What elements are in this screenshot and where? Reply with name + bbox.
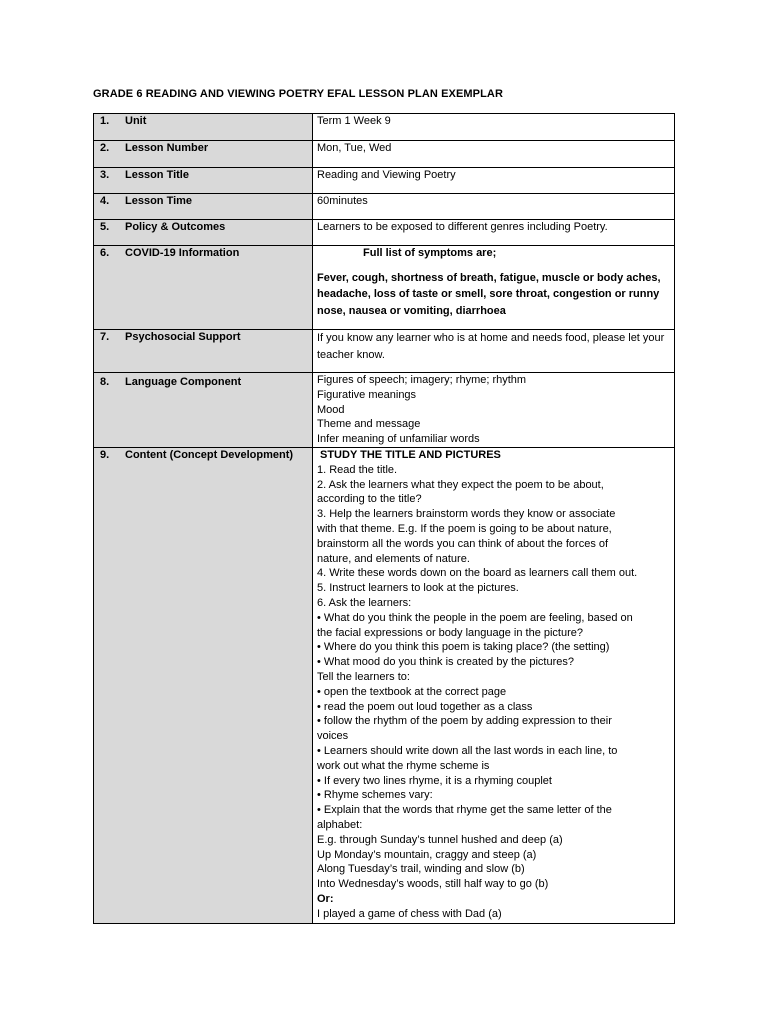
table-row-language-component <box>94 373 675 448</box>
row-label-cell <box>94 373 313 448</box>
row-value: Mon, Tue, Wed <box>313 141 675 168</box>
row-label-cell <box>94 194 313 220</box>
row-label: Psychosocial Support <box>125 331 241 343</box>
list-item: Mood <box>317 403 345 416</box>
content-line: with that theme. E.g. If the poem is going to be about nature, <box>317 522 612 535</box>
row-number: 4. <box>100 195 110 207</box>
content-line: • open the textbook at the correct page <box>317 685 507 698</box>
row-label: Content (Concept Development) <box>125 449 294 461</box>
content-heading: STUDY THE TITLE AND PICTURES <box>320 449 501 461</box>
content-line: the facial expressions or body language in the picture? <box>317 626 584 639</box>
table-row-content <box>94 448 675 924</box>
content-line: • Rhyme schemes vary: <box>317 789 433 802</box>
row-value: 60minutes <box>313 194 675 220</box>
row-label-cell <box>94 114 313 141</box>
row-number: 3. <box>100 169 110 181</box>
row-value: Term 1 Week 9 <box>313 114 675 141</box>
table-row-psychosocial <box>94 330 675 373</box>
document-title: GRADE 6 READING AND VIEWING POETRY EFAL LESSON PLAN EXEMPLAR <box>93 88 503 100</box>
row-number: 1. <box>100 115 110 127</box>
content-line: brainstorm all the words you can think of about the forces of <box>317 537 609 550</box>
row-label: Unit <box>125 115 147 127</box>
content-line: • Learners should write down all the last words in each line, to <box>317 744 618 757</box>
content-line: 5. Instruct learners to look at the pictures. <box>317 582 519 595</box>
row-number: 2. <box>100 142 110 154</box>
content-line: according to the title? <box>317 493 422 506</box>
content-line: I played a game of chess with Dad (a) <box>317 907 502 920</box>
row-number: 7. <box>100 331 110 343</box>
content-line: • follow the rhythm of the poem by adding expression to their <box>317 715 612 728</box>
after-lines <box>317 907 670 922</box>
row-label: Lesson Title <box>125 169 189 181</box>
row-label-cell <box>94 168 313 194</box>
table-row-covid-info <box>94 246 675 330</box>
content-line: Up Monday’s mountain, craggy and steep (a) <box>317 848 537 861</box>
symptoms-heading: Full list of symptoms are; <box>363 247 497 259</box>
content-line: work out what the rhyme scheme is <box>317 759 490 772</box>
row-value: Learners to be exposed to different genres including Poetry. <box>313 220 675 246</box>
content-line: • read the poem out loud together as a class <box>317 700 533 713</box>
table-row-lesson-number <box>94 141 675 168</box>
row-value: Reading and Viewing Poetry <box>313 168 675 194</box>
content-line: E.g. through Sunday’s tunnel hushed and deep (a) <box>317 833 563 846</box>
row-number: 6. <box>100 247 110 259</box>
table-row-lesson-time <box>94 194 675 220</box>
content-line: • What mood do you think is created by the pictures? <box>317 656 574 669</box>
content-line: 6. Ask the learners: <box>317 596 412 609</box>
table-row-unit <box>94 114 675 141</box>
row-number: 5. <box>100 221 110 233</box>
content-line: • What do you think the people in the poem are feeling, based on <box>317 611 633 624</box>
content-line: nature, and elements of nature. <box>317 552 470 565</box>
content-line: Into Wednesday’s woods, still half way to go (b) <box>317 878 549 891</box>
row-number: 9. <box>100 449 110 461</box>
row-label-cell <box>94 220 313 246</box>
symptoms-list: Fever, cough, shortness of breath, fatigue, muscle or body aches, headache, loss of taste or smell, sore throat, congestion or runny nose, nausea or vomiting, diarrhoea <box>317 271 661 317</box>
row-label: Lesson Time <box>125 195 193 207</box>
row-number: 8. <box>100 376 110 388</box>
list-item: Theme and message <box>317 418 421 431</box>
table-row-policy-outcomes <box>94 220 675 246</box>
content-line: 4. Write these words down on the board as learners call them out. <box>317 567 638 580</box>
content-cell <box>313 448 675 924</box>
content-line: • Explain that the words that rhyme get the same letter of the <box>317 804 612 817</box>
row-label-cell <box>94 330 313 373</box>
content-line: 2. Ask the learners what they expect the poem to be about, <box>317 478 604 491</box>
list-item: Figures of speech; imagery; rhyme; rhythm <box>317 374 527 386</box>
row-label-cell <box>94 141 313 168</box>
content-line: 1. Read the title. <box>317 463 398 476</box>
row-label: Language Component <box>125 376 242 388</box>
row-label: Policy & Outcomes <box>125 221 226 233</box>
content-line: • If every two lines rhyme, it is a rhyming couplet <box>317 774 552 787</box>
table-row-lesson-title <box>94 168 675 194</box>
content-line: alphabet: <box>317 818 363 831</box>
row-label-cell <box>94 246 313 330</box>
content-line: 3. Help the learners brainstorm words they know or associate <box>317 508 616 521</box>
content-line: voices <box>317 730 349 743</box>
covid-cell <box>313 246 675 330</box>
or-label: Or: <box>317 892 334 905</box>
content-line: Along Tuesday’s trail, winding and slow (b) <box>317 863 525 876</box>
row-label-cell <box>94 448 313 924</box>
row-label: Lesson Number <box>125 142 209 154</box>
content-line: Tell the learners to: <box>317 670 410 683</box>
lesson-plan-table <box>93 113 675 924</box>
list-item: Figurative meanings <box>317 388 417 401</box>
row-label: COVID-19 Information <box>125 247 240 259</box>
row-value: If you know any learner who is at home and needs food, please let your teacher know. <box>313 330 675 373</box>
list-item: Infer meaning of unfamiliar words <box>317 433 480 446</box>
language-list <box>313 373 675 448</box>
content-line: • Where do you think this poem is taking place? (the setting) <box>317 641 610 654</box>
content-lines <box>317 463 670 892</box>
